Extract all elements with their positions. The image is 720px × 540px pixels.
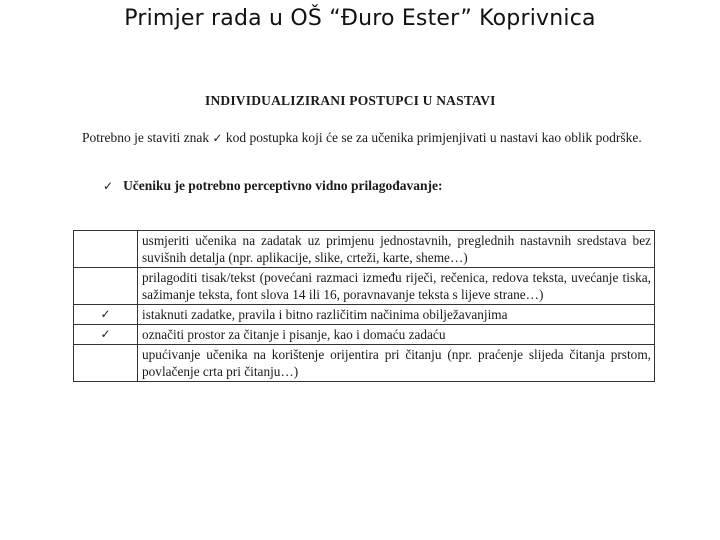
table-row	[74, 268, 655, 305]
document-heading: INDIVIDUALIZIRANI POSTUPCI U NASTAVI	[205, 93, 496, 108]
checkmark-icon: ✓	[212, 131, 223, 145]
table-row	[74, 231, 655, 268]
intro-text-after: kod postupka koji će se za učenika primjenjivati u nastavi kao oblik podrške.	[225, 130, 642, 145]
slide-title: Primjer rada u OŠ “Đuro Ester” Koprivnica	[124, 6, 596, 31]
table-row	[74, 305, 655, 325]
procedure-text: upućivanje učenika na korištenje orijentira pri čitanju (npr. praćenje slijeda čitanja prstom, povlačenje crta pri čitanju…)	[138, 345, 655, 382]
procedure-text: istaknuti zadatke, pravila i bitno različitim načinima obilježavanjima	[138, 305, 655, 325]
table-row	[74, 325, 655, 345]
adaptation-table	[73, 230, 655, 382]
check-cell[interactable]	[74, 268, 138, 305]
sub-heading-text: Učeniku je potrebno perceptivno vidno prilagođavanje:	[123, 178, 443, 193]
procedure-text: prilagoditi tisak/tekst (povećani razmaci između riječi, rečenica, redova teksta, uvećanje tiska, sažimanje teksta, font slova 14 ili 16, poravnavanje teksta s lijeve strane…)	[138, 268, 655, 305]
intro-paragraph	[82, 128, 654, 148]
check-cell[interactable]: ✓	[74, 305, 138, 325]
checkmark-icon: ✓	[103, 179, 114, 193]
check-cell[interactable]	[74, 231, 138, 268]
procedure-text: usmjeriti učenika na zadatak uz primjenu jednostavnih, preglednih nastavnih sredstava bez suvišnih detalja (npr. aplikacije, slike, crteži, karte, sheme…)	[138, 231, 655, 268]
intro-text-before: Potrebno je staviti znak	[82, 130, 210, 145]
check-cell[interactable]	[74, 345, 138, 382]
sub-heading	[103, 178, 442, 194]
procedure-text: označiti prostor za čitanje i pisanje, kao i domaću zadaću	[138, 325, 655, 345]
check-cell[interactable]: ✓	[74, 325, 138, 345]
table-row	[74, 345, 655, 382]
